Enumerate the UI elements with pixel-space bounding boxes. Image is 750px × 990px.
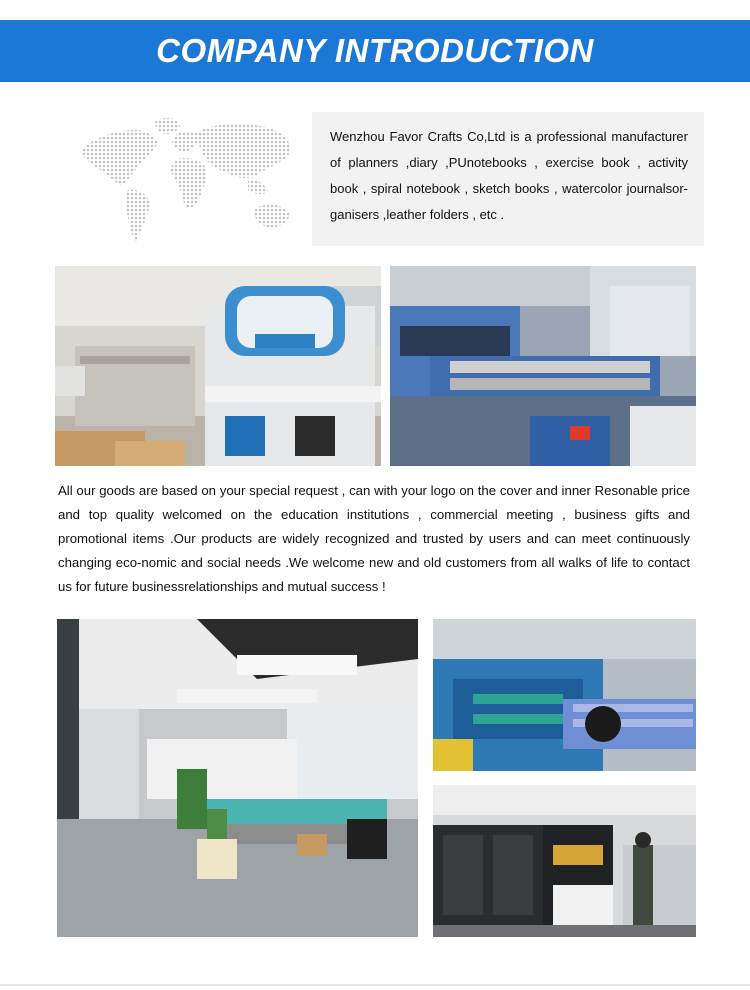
world-map-image: [70, 112, 300, 248]
printing-press-photo: [433, 785, 696, 937]
intro-text: Wenzhou Favor Crafts Co,Ltd is a professional manufacturer of planners ,diary ,PUnotebooks , exercise book , activity book , spiral notebook , sketch books , watercolor journalsor-ganisers ,leather folders , etc .: [330, 129, 688, 222]
packaging-machine-photo: [55, 266, 381, 466]
description-paragraph: All our goods are based on your special request , can with your logo on the cover and inner Resonable price and top quality welcomed on the education institutions , commercial meeting , business gifts and promotional items .Our products are widely recognized and trusted by users and can meet continuously changing eco-nomic and social needs .We welcome new and old customers from all walks of life to contact us for future businessrelationships and mutual success !: [58, 483, 690, 594]
office-interior-photo: [57, 619, 418, 937]
title-banner: [0, 20, 750, 82]
production-line-photo: [433, 619, 696, 771]
bottom-divider: [0, 984, 750, 986]
page-title: COMPANY INTRODUCTION: [156, 32, 594, 69]
binding-machine-photo: [390, 266, 696, 466]
intro-text-box: [312, 112, 704, 246]
